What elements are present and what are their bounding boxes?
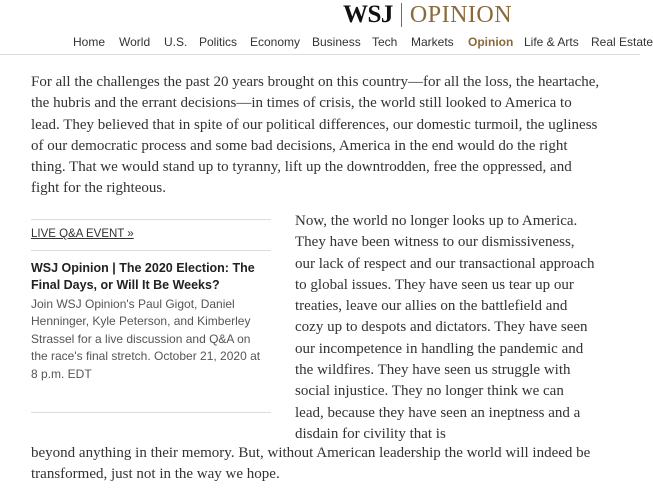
nav-home[interactable]: Home [73, 35, 106, 49]
logo-wsj: WSJ [343, 1, 393, 28]
article-paragraph-2: Now, the world no longer looks up to America. They have been witness to our dismissiveness, our lack of respect and our transactional approach to global issues. They have seen us tear up our treaties, leave our allies on the battlefield and cozy up to despots and dictators. They have seen our incompetence in handling the pandemic and the wildfires. They have seen us struggle with social injustice. They no longer think we can lead, because they have seen an ineptness and a disdain for civility that is [295, 213, 595, 442]
live-qa-event-link[interactable]: LIVE Q&A EVENT » [31, 228, 134, 240]
nav-opinion[interactable]: Opinion [468, 35, 514, 49]
nav-real-estate[interactable]: Real Estate [591, 35, 653, 49]
logo-section: OPINION [409, 1, 513, 28]
wsj-opinion-logo[interactable] [343, 1, 512, 29]
nav-economy[interactable]: Economy [250, 35, 301, 49]
event-description: Join WSJ Opinion's Paul Gigot, Daniel Henninger, Kyle Peterson, and Kimberley Strassel for a live discussion and Q&A on the race's final stretch. October 21, 2020 at 8 p.m. EDT [31, 297, 261, 381]
live-qa-event-promo [31, 219, 271, 413]
event-title-link[interactable]: WSJ Opinion | The 2020 Election: The Final Days, or Will It Be Weeks? [31, 261, 255, 292]
nav-business[interactable]: Business [312, 35, 361, 49]
nav-politics[interactable]: Politics [199, 35, 238, 49]
article-paragraph-1: For all the challenges the past 20 years brought on this country—for all the loss, the heartache, the hubris and the errant decisions—in times of crisis, the world still looked to America to lead. They believed that in spite of our political differences, our domestic turmoil, the ugliness of our democratic process and some bad decisions, America in the end would do the right thing. That we would stand up to tyranny, lift up the downtrodden, free the oppressed, and fight for the righteous. [31, 74, 600, 197]
nav-us[interactable]: U.S. [164, 35, 188, 49]
logo-divider [401, 3, 402, 27]
section-nav [0, 30, 653, 55]
article-paragraph-2-continued: beyond anything in their memory. But, without American leadership the world will indeed be transformed, just not in the way we hope. [31, 445, 591, 483]
nav-markets[interactable]: Markets [411, 35, 454, 49]
promo-divider [31, 250, 271, 251]
masthead [0, 0, 640, 30]
nav-tech[interactable]: Tech [372, 35, 398, 49]
nav-life-arts[interactable]: Life & Arts [524, 35, 579, 49]
nav-world[interactable]: World [119, 35, 151, 49]
